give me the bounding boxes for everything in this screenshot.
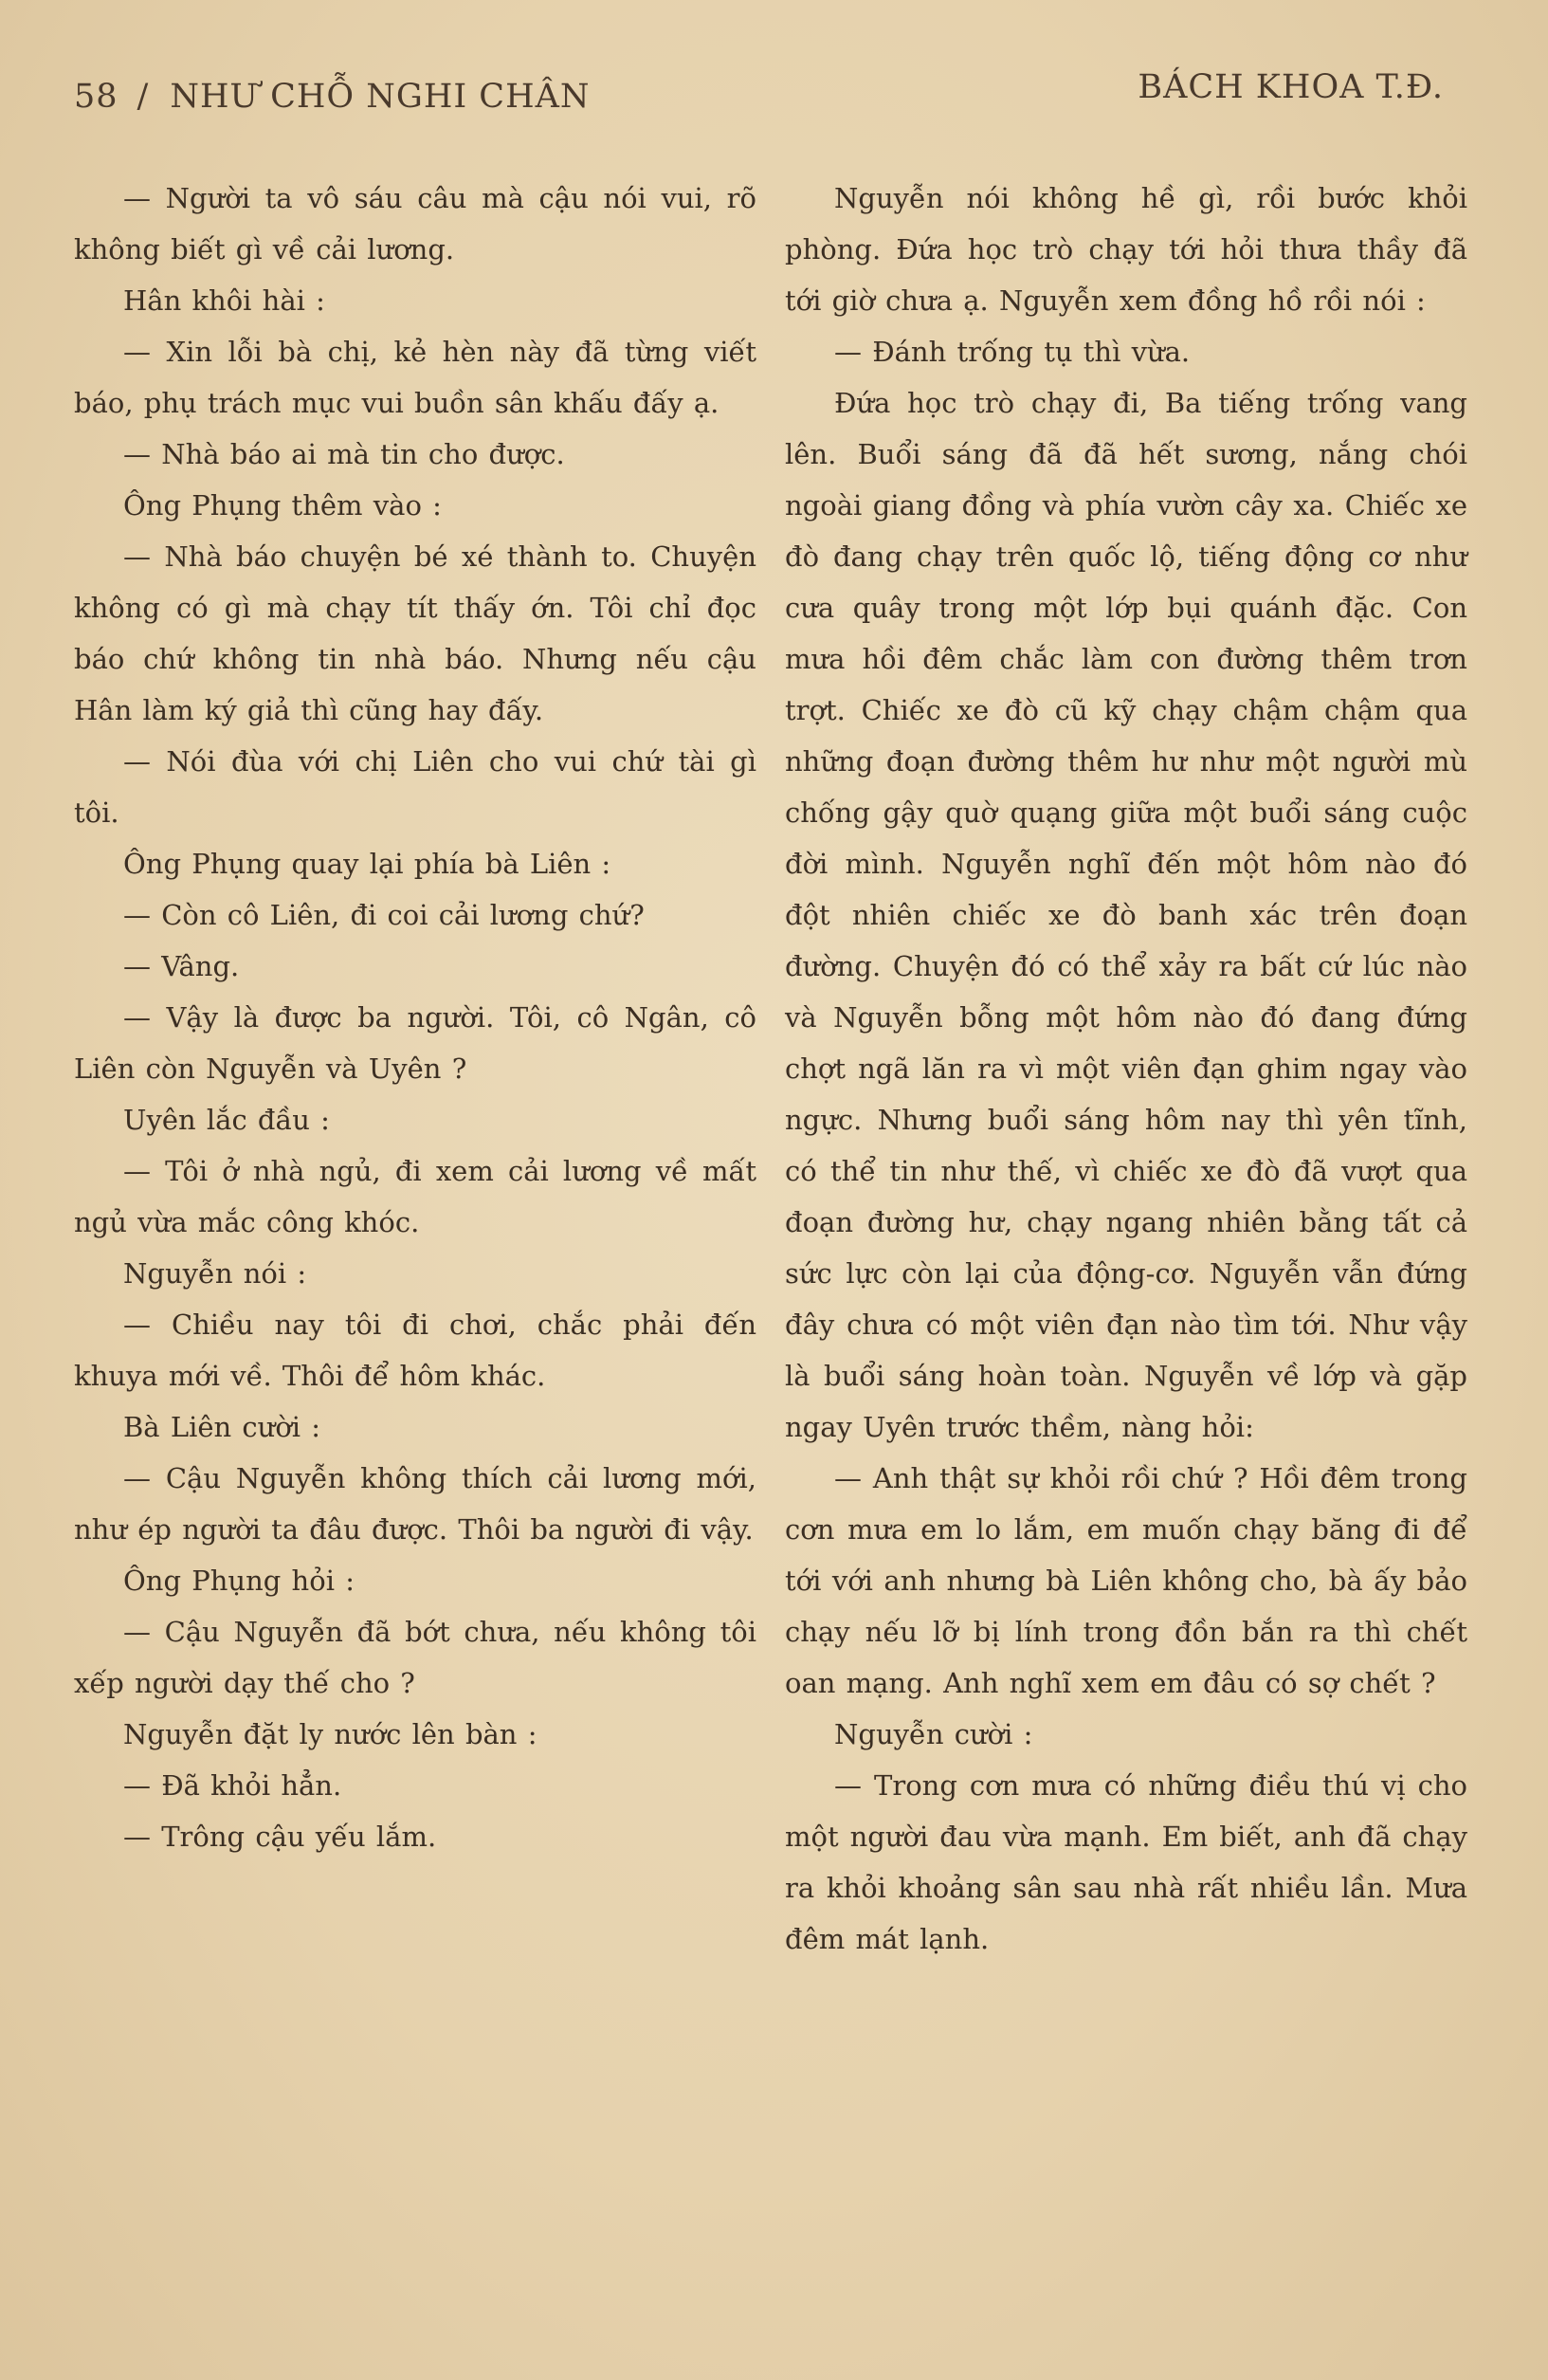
- left-column: [74, 173, 756, 1862]
- header-separator: /: [137, 78, 150, 116]
- left-column-paragraph: Ông Phụng hỏi :: [123, 1565, 355, 1597]
- left-column-paragraph: — Chiều nay tôi đi chơi, chắc phải đến khuya mới về. Thôi để hôm khác.: [74, 1309, 756, 1392]
- page-header: [74, 68, 1444, 125]
- left-column-paragraph: — Nhà báo chuyện bé xé thành to. Chuyện không có gì mà chạy tít thấy ớn. Tôi chỉ đọc báo chứ không tin nhà báo. Nhưng nếu cậu Hân làm ký giả thì cũng hay đấy.: [74, 540, 756, 726]
- right-column-paragraph: — Đánh trống tụ thì vừa.: [834, 336, 1191, 368]
- left-column-paragraph: — Nhà báo ai mà tin cho được.: [123, 438, 565, 470]
- right-column-paragraph: — Anh thật sự khỏi rồi chứ ? Hồi đêm trong cơn mưa em lo lắm, em muốn chạy băng đi để tới với anh nhưng bà Liên không cho, bà ấy bảo chạy nếu lỡ bị lính trong đồn bắn ra thì chết oan mạng. Anh nghĩ xem em đâu có sợ chết ?: [785, 1462, 1467, 1699]
- left-column-paragraph: Nguyễn đặt ly nước lên bàn :: [123, 1718, 537, 1750]
- left-column-paragraph: — Người ta vô sáu câu mà cậu nói vui, rõ không biết gì về cải lương.: [74, 182, 756, 265]
- left-column-paragraph: Uyên lắc đầu :: [123, 1104, 330, 1136]
- right-column-paragraph: Nguyễn cười :: [834, 1718, 1033, 1750]
- page-number: 58: [74, 78, 118, 116]
- right-column: [785, 173, 1467, 1965]
- magazine-title: BÁCH KHOA T.Đ.: [1138, 68, 1444, 106]
- right-column-paragraph: — Trong cơn mưa có những điều thú vị cho một người đau vừa mạnh. Em biết, anh đã chạy ra khỏi khoảng sân sau nhà rất nhiều lần. Mưa đêm mát lạnh.: [785, 1769, 1467, 1955]
- right-column-paragraph: Nguyễn nói không hề gì, rồi bước khỏi phòng. Đứa học trò chạy tới hỏi thưa thầy đã tới giờ chưa ạ. Nguyễn xem đồng hồ rồi nói :: [785, 182, 1467, 317]
- left-column-paragraph: Ông Phụng quay lại phía bà Liên :: [123, 848, 611, 880]
- left-column-paragraph: — Đã khỏi hẳn.: [123, 1769, 342, 1802]
- left-column-paragraph: Bà Liên cười :: [123, 1411, 321, 1443]
- left-column-paragraph: Hân khôi hài :: [123, 284, 325, 317]
- left-column-paragraph: — Tôi ở nhà ngủ, đi xem cải lương về mất ngủ vừa mắc công khóc.: [74, 1155, 756, 1238]
- left-column-paragraph: — Còn cô Liên, đi coi cải lương chứ?: [123, 899, 645, 931]
- left-column-paragraph: — Trông cậu yếu lắm.: [123, 1821, 437, 1853]
- left-column-paragraph: — Vâng.: [123, 950, 240, 982]
- left-column-paragraph: — Vậy là được ba người. Tôi, cô Ngân, cô Liên còn Nguyễn và Uyên ?: [74, 1001, 756, 1085]
- left-column-paragraph: — Xin lỗi bà chị, kẻ hèn này đã từng viết báo, phụ trách mục vui buồn sân khấu đấy ạ.: [74, 336, 756, 419]
- section-title: NHƯ CHỖ NGHI CHÂN: [170, 78, 591, 116]
- left-column-paragraph: — Cậu Nguyễn đã bớt chưa, nếu không tôi xếp người dạy thế cho ?: [74, 1616, 756, 1699]
- left-column-paragraph: — Cậu Nguyễn không thích cải lương mới, như ép người ta đâu được. Thôi ba người đi vậy.: [74, 1462, 756, 1546]
- right-column-paragraph: Đứa học trò chạy đi, Ba tiếng trống vang lên. Buổi sáng đã đã hết sương, nắng chói ngoài giang đồng và phía vườn cây xa. Chiếc xe đò đang chạy trên quốc lộ, tiếng động cơ như cưa quây trong một lớp bụi quánh đặc. Con mưa hồi đêm chắc làm con đường thêm trơn trợt. Chiếc xe đò cũ kỹ chạy chậm chậm qua những đoạn đường thêm hư như một người mù chống gậy quờ quạng giữa một buổi sáng cuộc đời mình. Nguyễn nghĩ đến một hôm nào đó đột nhiên chiếc xe đò banh xác trên đoạn đường. Chuyện đó có thể xảy ra bất cứ lúc nào và Nguyễn bỗng một hôm nào đó đang đứng chợt ngã lăn ra vì một viên đạn ghim ngay vào ngực. Nhưng buổi sáng hôm nay thì yên tĩnh, có thể tin như thế, vì chiếc xe đò đã vượt qua đoạn đường hư, chạy ngang nhiên bằng tất cả sức lực còn lại của động-cơ. Nguyễn vẫn đứng đây chưa có một viên đạn nào tìm tới. Như vậy là buổi sáng hoàn toàn. Nguyễn về lớp và gặp ngay Uyên trước thềm, nàng hỏi:: [785, 387, 1467, 1443]
- left-column-paragraph: Ông Phụng thêm vào :: [123, 489, 442, 522]
- left-column-paragraph: — Nói đùa với chị Liên cho vui chứ tài gì tôi.: [74, 745, 756, 829]
- left-column-paragraph: Nguyễn nói :: [123, 1257, 307, 1290]
- header-left: [74, 78, 591, 116]
